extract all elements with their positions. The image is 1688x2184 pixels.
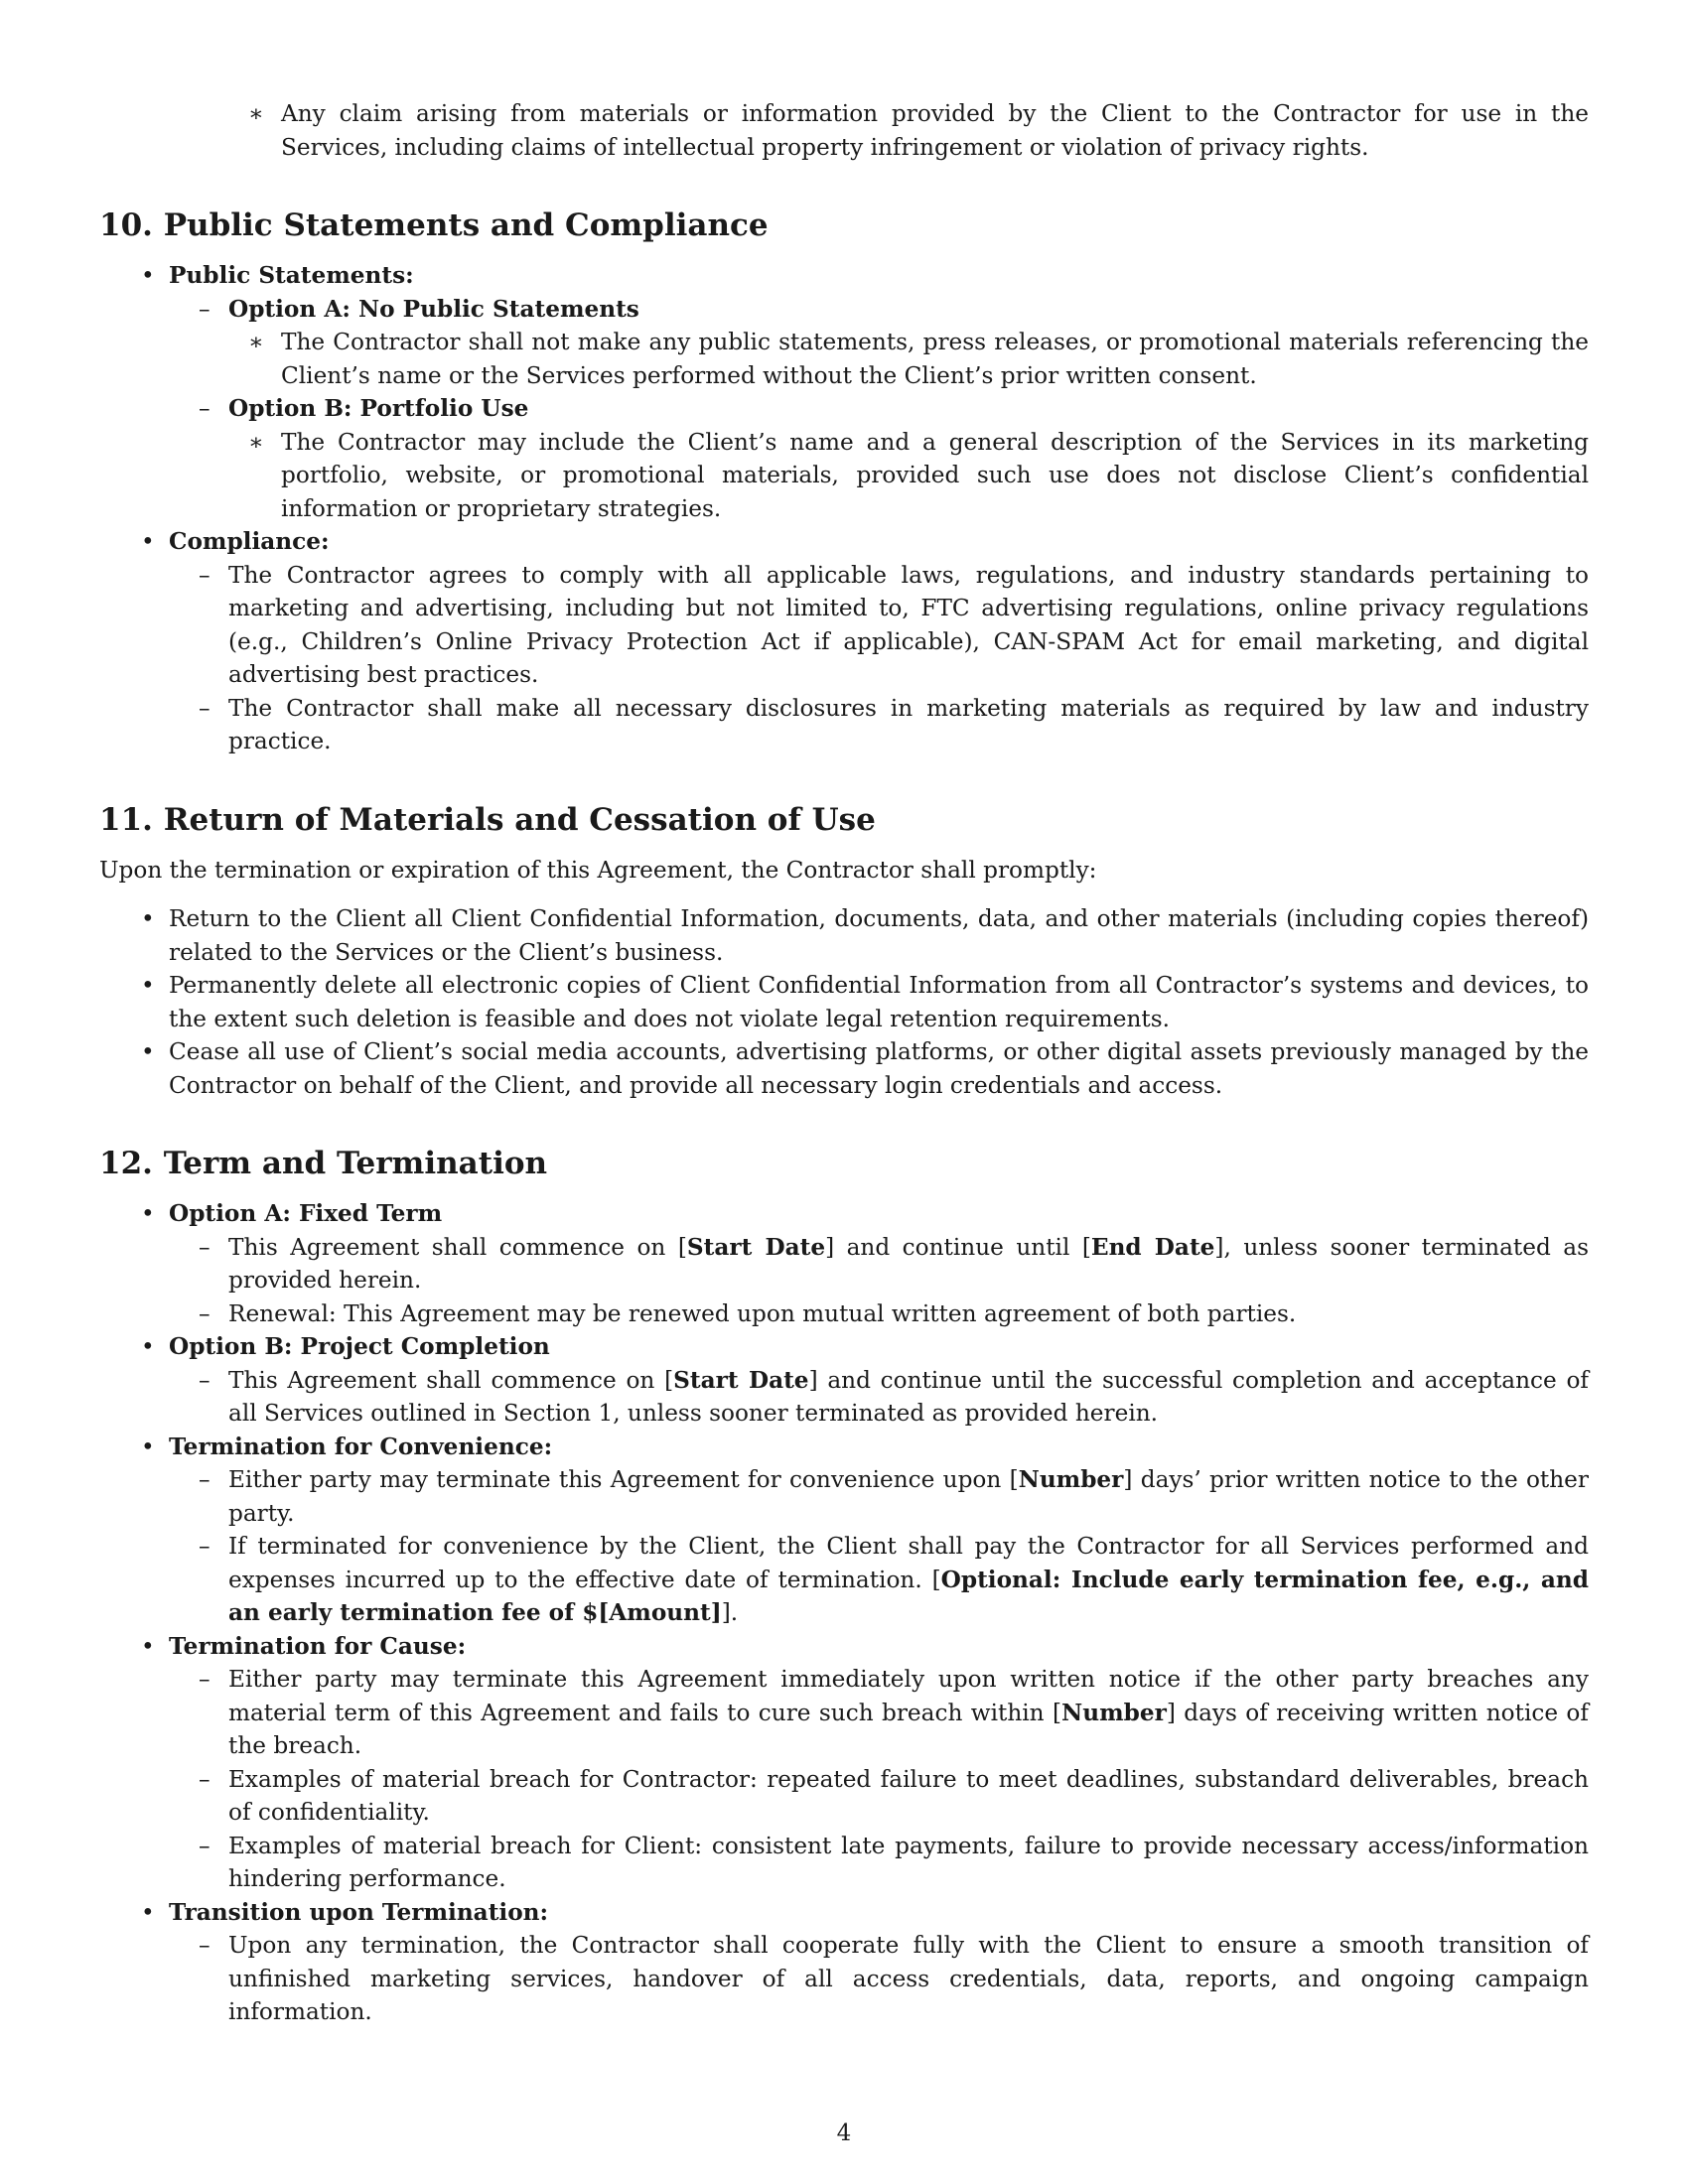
dash-marker: – <box>199 561 211 589</box>
section-12-list <box>99 1197 1589 2029</box>
item-text: Any claim arising from materials or information provided by the Client to the Contractor for use in the Services, including claims of intellectual property infringement or violation of privacy rights. <box>281 100 1589 161</box>
dash-marker: – <box>199 1765 211 1793</box>
section-heading: 10. Public Statements and Compliance <box>99 207 769 243</box>
bullet-marker: • <box>141 1433 155 1460</box>
list-item <box>99 326 1589 392</box>
text-part: This Agreement shall commence on [ <box>228 1233 687 1261</box>
section-heading: 11. Return of Materials and Cessation of Use <box>99 801 876 838</box>
list-item <box>99 1035 1589 1102</box>
item-text: Return to the Client all Client Confidential Information, documents, data, and other materials (including copies thereof) related to the Services or the Client’s business. <box>169 905 1589 966</box>
list-item <box>99 969 1589 1035</box>
section-12 <box>99 1144 1589 2029</box>
bullet-marker: • <box>141 528 155 555</box>
list-item <box>99 97 1589 164</box>
list-item <box>99 1463 1589 1530</box>
bullet-marker: • <box>141 1038 155 1065</box>
bullet-marker: • <box>141 1632 155 1660</box>
bullet-marker: • <box>141 1898 155 1926</box>
text-part: ] days of receiving written notice of the breach. <box>228 1699 1589 1759</box>
number-placeholder: Number <box>1061 1699 1167 1726</box>
item-label: Option A: No Public Statements <box>228 295 639 323</box>
item-label: Option B: Project Completion <box>169 1333 550 1360</box>
item-text: Upon any termination, the Contractor shall cooperate fully with the Client to ensure a smooth transition of unfinished marketing services, handover of all access credentials, data, reports, and ongoing campaign information. <box>228 1932 1589 2025</box>
dash-marker: – <box>199 694 211 722</box>
list-item-compliance <box>99 525 1589 559</box>
text-part: ] days’ prior written notice to the other party. <box>228 1466 1589 1527</box>
dash-marker: – <box>199 1366 211 1394</box>
carryover-list <box>99 97 1589 164</box>
item-text: Renewal: This Agreement may be renewed upon mutual written agreement of both parties. <box>228 1299 1297 1327</box>
item-text: The Contractor shall not make any public statements, press releases, or promotional materials referencing the Client’s name or the Services performed without the Client’s prior written consent. <box>281 329 1589 389</box>
number-placeholder: Number <box>1018 1466 1124 1493</box>
list-item <box>99 1663 1589 1763</box>
bullet-marker: • <box>141 262 155 289</box>
item-label: Termination for Convenience: <box>169 1433 553 1460</box>
section-10-list <box>99 259 1589 758</box>
list-item <box>99 902 1589 969</box>
item-label: Option A: Fixed Term <box>169 1200 443 1227</box>
star-marker: ∗ <box>248 428 264 456</box>
start-date-placeholder: Start Date <box>686 1233 826 1261</box>
list-item-transition <box>99 1896 1589 1930</box>
item-text: The Contractor may include the Client’s name and a general description of the Services in its marketing portfolio, website, or promotional materials, provided such use does not disclose Client’s confidential information or proprietary strategies. <box>281 428 1589 522</box>
dash-marker: – <box>199 1832 211 1859</box>
list-item <box>99 1530 1589 1630</box>
item-text <box>228 1533 1589 1626</box>
end-date-placeholder: End Date <box>1090 1233 1215 1261</box>
list-item <box>99 692 1589 758</box>
optional-fee-note: Optional: Include early termination fee, e.g., and an early termination fee of $[Amount] <box>228 1566 1589 1626</box>
bullet-marker: • <box>141 972 155 999</box>
page-number: 4 <box>836 2120 852 2146</box>
list-item <box>99 1763 1589 1830</box>
text-part: ], unless sooner terminated as provided herein. <box>228 1233 1589 1294</box>
item-label: Transition upon Termination: <box>169 1898 549 1926</box>
text-part: Either party may terminate this Agreement immediately upon written notice if the other party breaches any material term of this Agreement and fails to cure such breach within [ <box>228 1666 1589 1726</box>
bullet-marker: • <box>141 905 155 932</box>
dash-marker: – <box>199 295 211 323</box>
dash-marker: – <box>199 1666 211 1693</box>
dash-marker: – <box>199 1533 211 1560</box>
dash-marker: – <box>199 1299 211 1327</box>
item-text <box>228 1234 1589 1295</box>
star-marker: ∗ <box>248 100 264 127</box>
item-text: Permanently delete all electronic copies of Client Confidential Information from all Contractor’s systems and devices, to the extent such deletion is feasible and does not violate legal retention requirements. <box>169 972 1589 1032</box>
star-marker: ∗ <box>248 329 264 355</box>
item-text <box>228 1466 1589 1527</box>
item-label: Option B: Portfolio Use <box>228 395 529 422</box>
start-date-placeholder: Start Date <box>673 1366 809 1394</box>
bullet-marker: • <box>141 1200 155 1227</box>
text-part: Either party may terminate this Agreement for convenience upon [ <box>228 1466 1019 1493</box>
section-heading: 12. Term and Termination <box>99 1146 548 1181</box>
list-item-public-statements <box>99 259 1589 293</box>
item-text: Examples of material breach for Contractor: repeated failure to meet deadlines, substandard deliverables, breach of confidentiality. <box>228 1765 1589 1826</box>
text-part: This Agreement shall commence on [ <box>228 1366 674 1394</box>
list-item <box>99 426 1589 526</box>
text-part: ]. <box>721 1599 739 1626</box>
item-label: Public Statements: <box>169 262 414 289</box>
list-item <box>99 1830 1589 1896</box>
dash-marker: – <box>199 1932 211 1959</box>
list-item-option-a <box>99 293 1589 327</box>
list-item-option-b <box>99 392 1589 426</box>
list-item <box>99 1929 1589 2029</box>
list-item <box>99 1364 1589 1431</box>
list-item <box>99 1231 1589 1297</box>
list-item-option-a <box>99 1197 1589 1231</box>
section-intro: Upon the termination or expiration of this Agreement, the Contractor shall promptly: <box>99 856 1097 884</box>
section-11-list <box>99 902 1589 1102</box>
list-item-option-b <box>99 1330 1589 1364</box>
list-item <box>99 1297 1589 1331</box>
item-text: Examples of material breach for Client: consistent late payments, failure to provide necessary access/information hindering performance. <box>228 1832 1589 1892</box>
list-item <box>99 559 1589 692</box>
section-10 <box>99 205 1589 758</box>
bullet-marker: • <box>141 1333 155 1360</box>
dash-marker: – <box>199 1466 211 1493</box>
item-label: Compliance: <box>169 528 330 555</box>
item-text <box>228 1666 1589 1759</box>
item-label: Termination for Cause: <box>169 1632 467 1660</box>
item-text: The Contractor agrees to comply with all applicable laws, regulations, and industry standards pertaining to marketing and advertising, including but not limited to, FTC advertising regulations, online privacy regulations (e.g., Children’s Online Privacy Protection Act if applicable), CAN-SPAM Act for email marketing, and digital advertising best practices. <box>228 561 1589 688</box>
list-item-cause <box>99 1630 1589 1664</box>
dash-marker: – <box>199 395 211 422</box>
text-part: ] and continue until the successful completion and acceptance of all Services outlined in Section 1, unless sooner terminated as provided herein. <box>228 1366 1589 1427</box>
dash-marker: – <box>199 1233 211 1261</box>
text-part: ] and continue until [ <box>825 1233 1091 1261</box>
item-text: Cease all use of Client’s social media accounts, advertising platforms, or other digital assets previously managed by the Contractor on behalf of the Client, and provide all necessary login credentials and access. <box>169 1038 1589 1099</box>
list-item-convenience <box>99 1431 1589 1464</box>
section-11 <box>99 800 1589 1103</box>
item-text: The Contractor shall make all necessary disclosures in marketing materials as required by law and industry practice. <box>228 694 1589 754</box>
text-part: If terminated for convenience by the Client, the Client shall pay the Contractor for all Services performed and expenses incurred up to the effective date of termination. [ <box>228 1533 1589 1593</box>
document-page <box>99 97 1589 2029</box>
item-text <box>228 1367 1589 1428</box>
